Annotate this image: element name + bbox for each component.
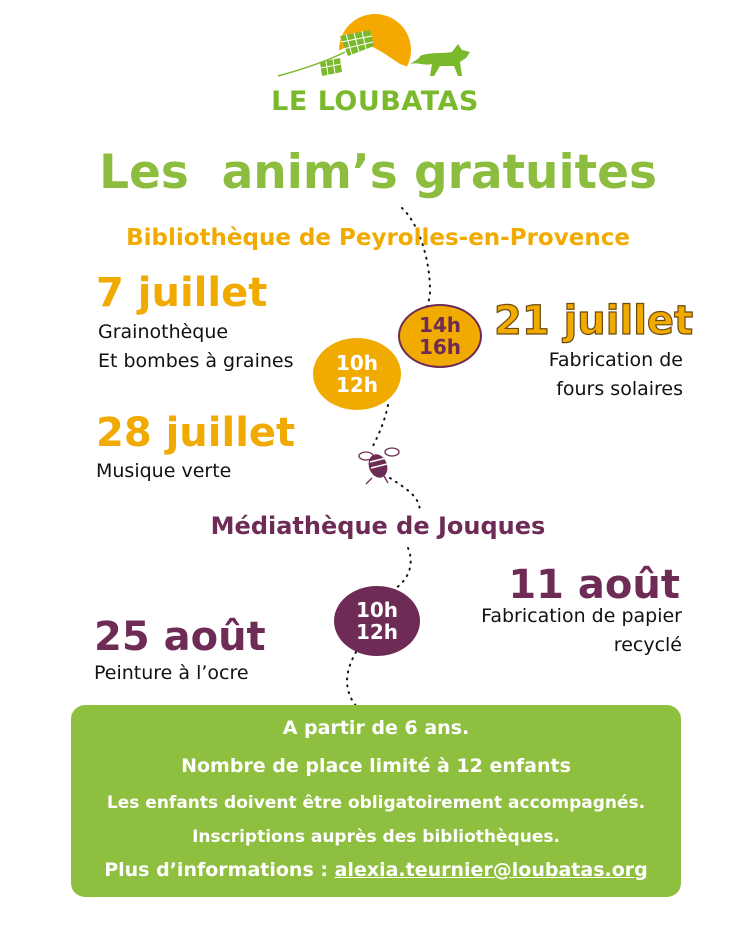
logo-text: LE LOUBATAS <box>271 86 479 117</box>
time-end: 12h <box>355 620 399 644</box>
event-date-21-juillet: 21 juillet <box>494 298 694 344</box>
time-bubble-jouques <box>334 586 420 656</box>
info-age: A partir de 6 ans. <box>282 717 470 739</box>
event-desc-line: Et bombes à graines <box>98 350 294 372</box>
info-box <box>71 705 681 897</box>
bee-icon <box>359 448 399 484</box>
event-date-7-juillet: 7 juillet <box>96 270 268 316</box>
time-start: 10h <box>335 351 379 375</box>
time-bubble-morning <box>313 338 401 410</box>
event-desc-line: fours solaires <box>556 378 683 400</box>
time-end: 16h <box>418 335 462 359</box>
event-desc-11-aout <box>430 602 682 660</box>
event-date-25-aout: 25 août <box>94 614 266 660</box>
info-accompany: Les enfants doivent être obligatoirement accompagnés. <box>106 793 646 813</box>
time-bubble-afternoon <box>398 304 482 368</box>
event-desc-7-juillet <box>98 318 293 376</box>
venue-peyrolles: Bibliothèque de Peyrolles-en-Provence <box>126 225 630 251</box>
venue-jouques: Médiathèque de Jouques <box>210 512 546 540</box>
info-limit: Nombre de place limité à 12 enfants <box>181 755 571 777</box>
time-start: 14h <box>418 313 462 337</box>
time-end: 12h <box>335 373 379 397</box>
page-title: Les anim’s gratuites <box>99 145 657 200</box>
event-desc-28-juillet: Musique verte <box>96 460 232 482</box>
event-desc-line: Fabrication de <box>548 349 683 371</box>
info-more-label: Plus d’informations : <box>104 859 328 881</box>
event-desc-21-juillet <box>460 346 683 404</box>
event-desc-25-aout: Peinture à l’ocre <box>94 662 249 684</box>
info-more <box>71 859 681 881</box>
event-date-28-juillet: 28 juillet <box>96 410 296 456</box>
time-start: 10h <box>355 598 399 622</box>
info-register: Inscriptions auprès des bibliothèques. <box>192 827 560 847</box>
event-date-11-aout: 11 août <box>508 562 680 608</box>
email-link[interactable]: alexia.teurnier@loubatas.org <box>334 859 648 881</box>
event-desc-line: recyclé <box>613 634 682 656</box>
event-desc-line: Grainothèque <box>98 321 229 343</box>
event-desc-line: Fabrication de papier <box>481 605 682 627</box>
